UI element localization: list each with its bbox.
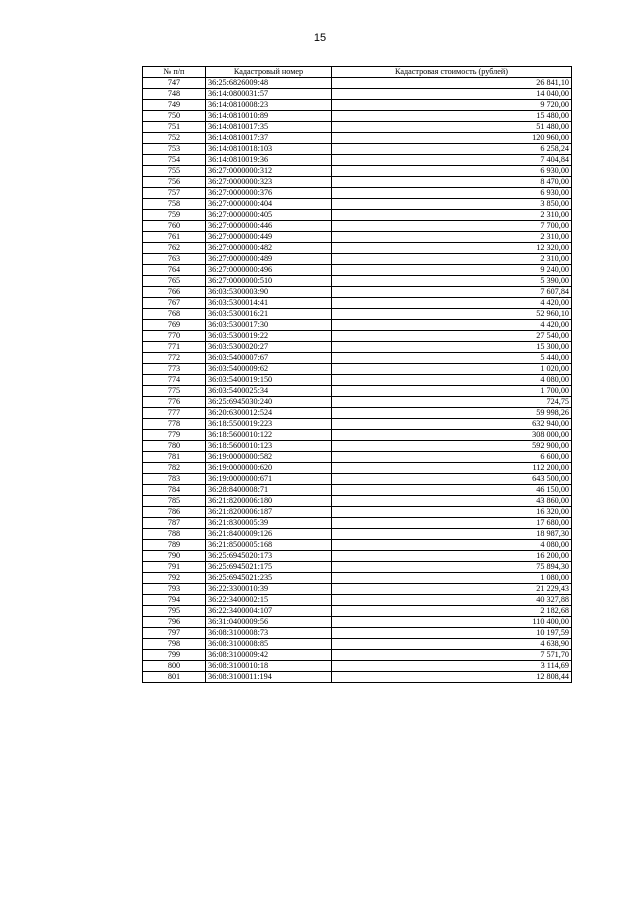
row-number-cell: 758 — [143, 199, 206, 210]
cadastral-number-cell: 36:21:8300005:39 — [206, 518, 332, 529]
cadastral-value-cell: 9 240,00 — [332, 265, 572, 276]
cadastral-number-cell: 36:28:8400008:71 — [206, 485, 332, 496]
row-number-cell: 772 — [143, 353, 206, 364]
row-number-cell: 749 — [143, 100, 206, 111]
cadastral-number-cell: 36:08:3100009:42 — [206, 650, 332, 661]
cadastral-number-cell: 36:08:3100010:18 — [206, 661, 332, 672]
cadastral-number-cell: 36:08:3100008:73 — [206, 628, 332, 639]
table-row — [143, 276, 572, 287]
row-number-cell: 753 — [143, 144, 206, 155]
table-row — [143, 364, 572, 375]
table-row — [143, 155, 572, 166]
row-number-cell: 771 — [143, 342, 206, 353]
cadastral-number-cell: 36:14:0810010:89 — [206, 111, 332, 122]
row-number-cell: 762 — [143, 243, 206, 254]
table-row — [143, 287, 572, 298]
row-number-cell: 798 — [143, 639, 206, 650]
cadastral-value-cell: 4 420,00 — [332, 320, 572, 331]
cadastral-value-cell: 6 600,00 — [332, 452, 572, 463]
row-number-cell: 774 — [143, 375, 206, 386]
cadastral-value-cell: 18 987,30 — [332, 529, 572, 540]
cadastral-value-cell: 308 000,00 — [332, 430, 572, 441]
cadastral-value-cell: 4 080,00 — [332, 375, 572, 386]
cadastral-value-cell: 12 320,00 — [332, 243, 572, 254]
cadastral-value-cell: 643 500,00 — [332, 474, 572, 485]
cadastral-value-cell: 2 310,00 — [332, 232, 572, 243]
cadastral-number-cell: 36:21:8200006:187 — [206, 507, 332, 518]
table-row — [143, 540, 572, 551]
cadastral-number-cell: 36:03:5300017:30 — [206, 320, 332, 331]
row-number-cell: 797 — [143, 628, 206, 639]
cadastral-number-cell: 36:27:0000000:510 — [206, 276, 332, 287]
cadastral-number-cell: 36:03:5400019:150 — [206, 375, 332, 386]
cadastral-value-cell: 4 420,00 — [332, 298, 572, 309]
table-row — [143, 562, 572, 573]
row-number-cell: 764 — [143, 265, 206, 276]
cadastral-value-cell: 3 114,69 — [332, 661, 572, 672]
cadastral-value-cell: 7 404,84 — [332, 155, 572, 166]
table-row — [143, 166, 572, 177]
header-row-number: № п/п — [143, 67, 206, 78]
table-row — [143, 441, 572, 452]
table-row — [143, 672, 572, 683]
table-row — [143, 430, 572, 441]
cadastral-value-cell: 592 900,00 — [332, 441, 572, 452]
cadastral-number-cell: 36:25:6945030:240 — [206, 397, 332, 408]
row-number-cell: 793 — [143, 584, 206, 595]
row-number-cell: 796 — [143, 617, 206, 628]
table-row — [143, 177, 572, 188]
cadastral-number-cell: 36:27:0000000:496 — [206, 265, 332, 276]
cadastral-number-cell: 36:27:0000000:449 — [206, 232, 332, 243]
table-row — [143, 628, 572, 639]
cadastral-value-cell: 7 700,00 — [332, 221, 572, 232]
cadastral-value-cell: 9 720,00 — [332, 100, 572, 111]
cadastral-value-cell: 52 960,10 — [332, 309, 572, 320]
row-number-cell: 785 — [143, 496, 206, 507]
table-row — [143, 342, 572, 353]
cadastral-value-cell: 15 300,00 — [332, 342, 572, 353]
table-row — [143, 573, 572, 584]
cadastral-value-cell: 632 940,00 — [332, 419, 572, 430]
cadastral-number-cell: 36:03:5400007:67 — [206, 353, 332, 364]
table-row — [143, 188, 572, 199]
row-number-cell: 800 — [143, 661, 206, 672]
cadastral-number-cell: 36:21:8400009:126 — [206, 529, 332, 540]
row-number-cell: 759 — [143, 210, 206, 221]
cadastral-number-cell: 36:27:0000000:312 — [206, 166, 332, 177]
row-number-cell: 757 — [143, 188, 206, 199]
cadastral-number-cell: 36:03:5300003:90 — [206, 287, 332, 298]
table-row — [143, 254, 572, 265]
row-number-cell: 782 — [143, 463, 206, 474]
header-row — [143, 67, 572, 78]
table-row — [143, 298, 572, 309]
cadastral-value-cell: 16 320,00 — [332, 507, 572, 518]
cadastral-number-cell: 36:22:3400004:107 — [206, 606, 332, 617]
row-number-cell: 786 — [143, 507, 206, 518]
cadastral-value-cell: 7 571,70 — [332, 650, 572, 661]
row-number-cell: 778 — [143, 419, 206, 430]
table-row — [143, 474, 572, 485]
table-row — [143, 78, 572, 89]
row-number-cell: 781 — [143, 452, 206, 463]
table-row — [143, 133, 572, 144]
cadastral-value-cell: 15 480,00 — [332, 111, 572, 122]
row-number-cell: 789 — [143, 540, 206, 551]
cadastral-number-cell: 36:14:0810019:36 — [206, 155, 332, 166]
cadastral-number-cell: 36:25:6945020:173 — [206, 551, 332, 562]
table-row — [143, 551, 572, 562]
cadastral-value-cell: 7 607,84 — [332, 287, 572, 298]
cadastral-value-cell: 110 400,00 — [332, 617, 572, 628]
table-row — [143, 353, 572, 364]
cadastral-value-cell: 6 930,00 — [332, 188, 572, 199]
cadastral-number-cell: 36:25:6945021:175 — [206, 562, 332, 573]
table-row — [143, 507, 572, 518]
table-row — [143, 650, 572, 661]
row-number-cell: 760 — [143, 221, 206, 232]
cadastral-number-cell: 36:03:5300014:41 — [206, 298, 332, 309]
row-number-cell: 751 — [143, 122, 206, 133]
table-row — [143, 584, 572, 595]
table-row — [143, 320, 572, 331]
table-row — [143, 89, 572, 100]
table-row — [143, 408, 572, 419]
row-number-cell: 770 — [143, 331, 206, 342]
cadastral-number-cell: 36:31:0400009:56 — [206, 617, 332, 628]
cadastral-number-cell: 36:27:0000000:323 — [206, 177, 332, 188]
cadastral-number-cell: 36:27:0000000:376 — [206, 188, 332, 199]
row-number-cell: 792 — [143, 573, 206, 584]
table-row — [143, 485, 572, 496]
cadastral-value-cell: 1 080,00 — [332, 573, 572, 584]
cadastral-number-cell: 36:03:5300019:22 — [206, 331, 332, 342]
table-row — [143, 617, 572, 628]
row-number-cell: 799 — [143, 650, 206, 661]
row-number-cell: 765 — [143, 276, 206, 287]
table-row — [143, 661, 572, 672]
cadastral-number-cell: 36:14:0800031:57 — [206, 89, 332, 100]
row-number-cell: 775 — [143, 386, 206, 397]
cadastral-value-cell: 27 540,00 — [332, 331, 572, 342]
cadastral-number-cell: 36:21:8200006:180 — [206, 496, 332, 507]
cadastral-value-cell: 8 470,00 — [332, 177, 572, 188]
table-row — [143, 111, 572, 122]
table-row — [143, 639, 572, 650]
cadastral-number-cell: 36:20:6300012:524 — [206, 408, 332, 419]
cadastral-value-cell: 12 808,44 — [332, 672, 572, 683]
row-number-cell: 773 — [143, 364, 206, 375]
cadastral-number-cell: 36:19:0000000:582 — [206, 452, 332, 463]
table-row — [143, 221, 572, 232]
row-number-cell: 769 — [143, 320, 206, 331]
cadastral-number-cell: 36:25:6826009:48 — [206, 78, 332, 89]
row-number-cell: 795 — [143, 606, 206, 617]
cadastral-value-cell: 4 638,90 — [332, 639, 572, 650]
row-number-cell: 788 — [143, 529, 206, 540]
cadastral-value-cell: 21 229,43 — [332, 584, 572, 595]
cadastral-value-cell: 112 200,00 — [332, 463, 572, 474]
row-number-cell: 777 — [143, 408, 206, 419]
cadastral-number-cell: 36:03:5400025:34 — [206, 386, 332, 397]
cadastral-number-cell: 36:18:5600010:123 — [206, 441, 332, 452]
row-number-cell: 784 — [143, 485, 206, 496]
cadastral-value-cell: 40 327,88 — [332, 595, 572, 606]
cadastral-number-cell: 36:27:0000000:405 — [206, 210, 332, 221]
table-row — [143, 232, 572, 243]
row-number-cell: 767 — [143, 298, 206, 309]
cadastral-number-cell: 36:18:5600010:122 — [206, 430, 332, 441]
cadastral-number-cell: 36:14:0810017:37 — [206, 133, 332, 144]
cadastral-number-cell: 36:18:5500019:223 — [206, 419, 332, 430]
page-number: 15 — [313, 32, 327, 44]
header-cadastral-number: Кадастровый номер — [206, 67, 332, 78]
table-body — [143, 78, 572, 683]
cadastral-value-cell: 3 850,00 — [332, 199, 572, 210]
table-row — [143, 309, 572, 320]
cadastral-value-cell: 46 150,00 — [332, 485, 572, 496]
cadastral-value-cell: 6 258,24 — [332, 144, 572, 155]
row-number-cell: 787 — [143, 518, 206, 529]
cadastral-value-cell: 59 998,26 — [332, 408, 572, 419]
table-row — [143, 419, 572, 430]
cadastral-value-cell: 2 182,68 — [332, 606, 572, 617]
cadastral-number-cell: 36:21:8500005:168 — [206, 540, 332, 551]
cadastral-value-cell: 10 197,59 — [332, 628, 572, 639]
cadastral-value-cell: 2 310,00 — [332, 254, 572, 265]
row-number-cell: 755 — [143, 166, 206, 177]
cadastral-number-cell: 36:27:0000000:446 — [206, 221, 332, 232]
cadastral-number-cell: 36:14:0810008:23 — [206, 100, 332, 111]
row-number-cell: 754 — [143, 155, 206, 166]
table-row — [143, 210, 572, 221]
cadastral-number-cell: 36:03:5400009:62 — [206, 364, 332, 375]
row-number-cell: 752 — [143, 133, 206, 144]
cadastral-number-cell: 36:03:5300020:27 — [206, 342, 332, 353]
cadastral-value-cell: 17 680,00 — [332, 518, 572, 529]
table-row — [143, 265, 572, 276]
cadastral-value-cell: 16 200,00 — [332, 551, 572, 562]
cadastral-value-cell: 75 894,30 — [332, 562, 572, 573]
row-number-cell: 790 — [143, 551, 206, 562]
table-row — [143, 595, 572, 606]
row-number-cell: 750 — [143, 111, 206, 122]
cadastral-value-cell: 5 440,00 — [332, 353, 572, 364]
table-row — [143, 463, 572, 474]
cadastral-value-cell: 120 960,00 — [332, 133, 572, 144]
row-number-cell: 791 — [143, 562, 206, 573]
cadastral-number-cell: 36:08:3100008:85 — [206, 639, 332, 650]
cadastral-value-cell: 26 841,10 — [332, 78, 572, 89]
row-number-cell: 783 — [143, 474, 206, 485]
cadastral-value-cell: 14 040,00 — [332, 89, 572, 100]
cadastral-number-cell: 36:19:0000000:671 — [206, 474, 332, 485]
cadastral-value-cell: 1 020,00 — [332, 364, 572, 375]
table-row — [143, 452, 572, 463]
row-number-cell: 779 — [143, 430, 206, 441]
cadastral-value-cell: 2 310,00 — [332, 210, 572, 221]
table-header — [143, 67, 572, 78]
cadastral-value-cell: 51 480,00 — [332, 122, 572, 133]
row-number-cell: 768 — [143, 309, 206, 320]
row-number-cell: 748 — [143, 89, 206, 100]
row-number-cell: 801 — [143, 672, 206, 683]
table-row — [143, 496, 572, 507]
cadastral-value-cell: 724,75 — [332, 397, 572, 408]
table-row — [143, 122, 572, 133]
cadastral-value-cell: 5 390,00 — [332, 276, 572, 287]
row-number-cell: 747 — [143, 78, 206, 89]
table-row — [143, 518, 572, 529]
row-number-cell: 780 — [143, 441, 206, 452]
cadastral-number-cell: 36:25:6945021:235 — [206, 573, 332, 584]
row-number-cell: 776 — [143, 397, 206, 408]
table-row — [143, 606, 572, 617]
row-number-cell: 763 — [143, 254, 206, 265]
row-number-cell: 756 — [143, 177, 206, 188]
table-row — [143, 243, 572, 254]
cadastral-number-cell: 36:14:0810017:35 — [206, 122, 332, 133]
table-row — [143, 331, 572, 342]
table-row — [143, 100, 572, 111]
cadastral-number-cell: 36:27:0000000:404 — [206, 199, 332, 210]
table-row — [143, 199, 572, 210]
table-row — [143, 529, 572, 540]
cadastral-number-cell: 36:27:0000000:489 — [206, 254, 332, 265]
header-cadastral-value: Кадастровая стоимость (рублей) — [332, 67, 572, 78]
cadastral-value-cell: 6 930,00 — [332, 166, 572, 177]
cadastral-value-cell: 4 080,00 — [332, 540, 572, 551]
cadastral-number-cell: 36:19:0000000:620 — [206, 463, 332, 474]
row-number-cell: 761 — [143, 232, 206, 243]
table-row — [143, 386, 572, 397]
cadastral-number-cell: 36:14:0810018:103 — [206, 144, 332, 155]
cadastral-value-cell: 1 700,00 — [332, 386, 572, 397]
cadastral-number-cell: 36:22:3400002:15 — [206, 595, 332, 606]
table-row — [143, 397, 572, 408]
cadastral-number-cell: 36:27:0000000:482 — [206, 243, 332, 254]
cadastral-number-cell: 36:22:3300010:39 — [206, 584, 332, 595]
cadastral-number-cell: 36:08:3100011:194 — [206, 672, 332, 683]
table-row — [143, 375, 572, 386]
row-number-cell: 794 — [143, 595, 206, 606]
row-number-cell: 766 — [143, 287, 206, 298]
cadastral-value-cell: 43 860,00 — [332, 496, 572, 507]
table-row — [143, 144, 572, 155]
cadastral-number-cell: 36:03:5300016:21 — [206, 309, 332, 320]
cadastral-value-table — [142, 66, 572, 683]
